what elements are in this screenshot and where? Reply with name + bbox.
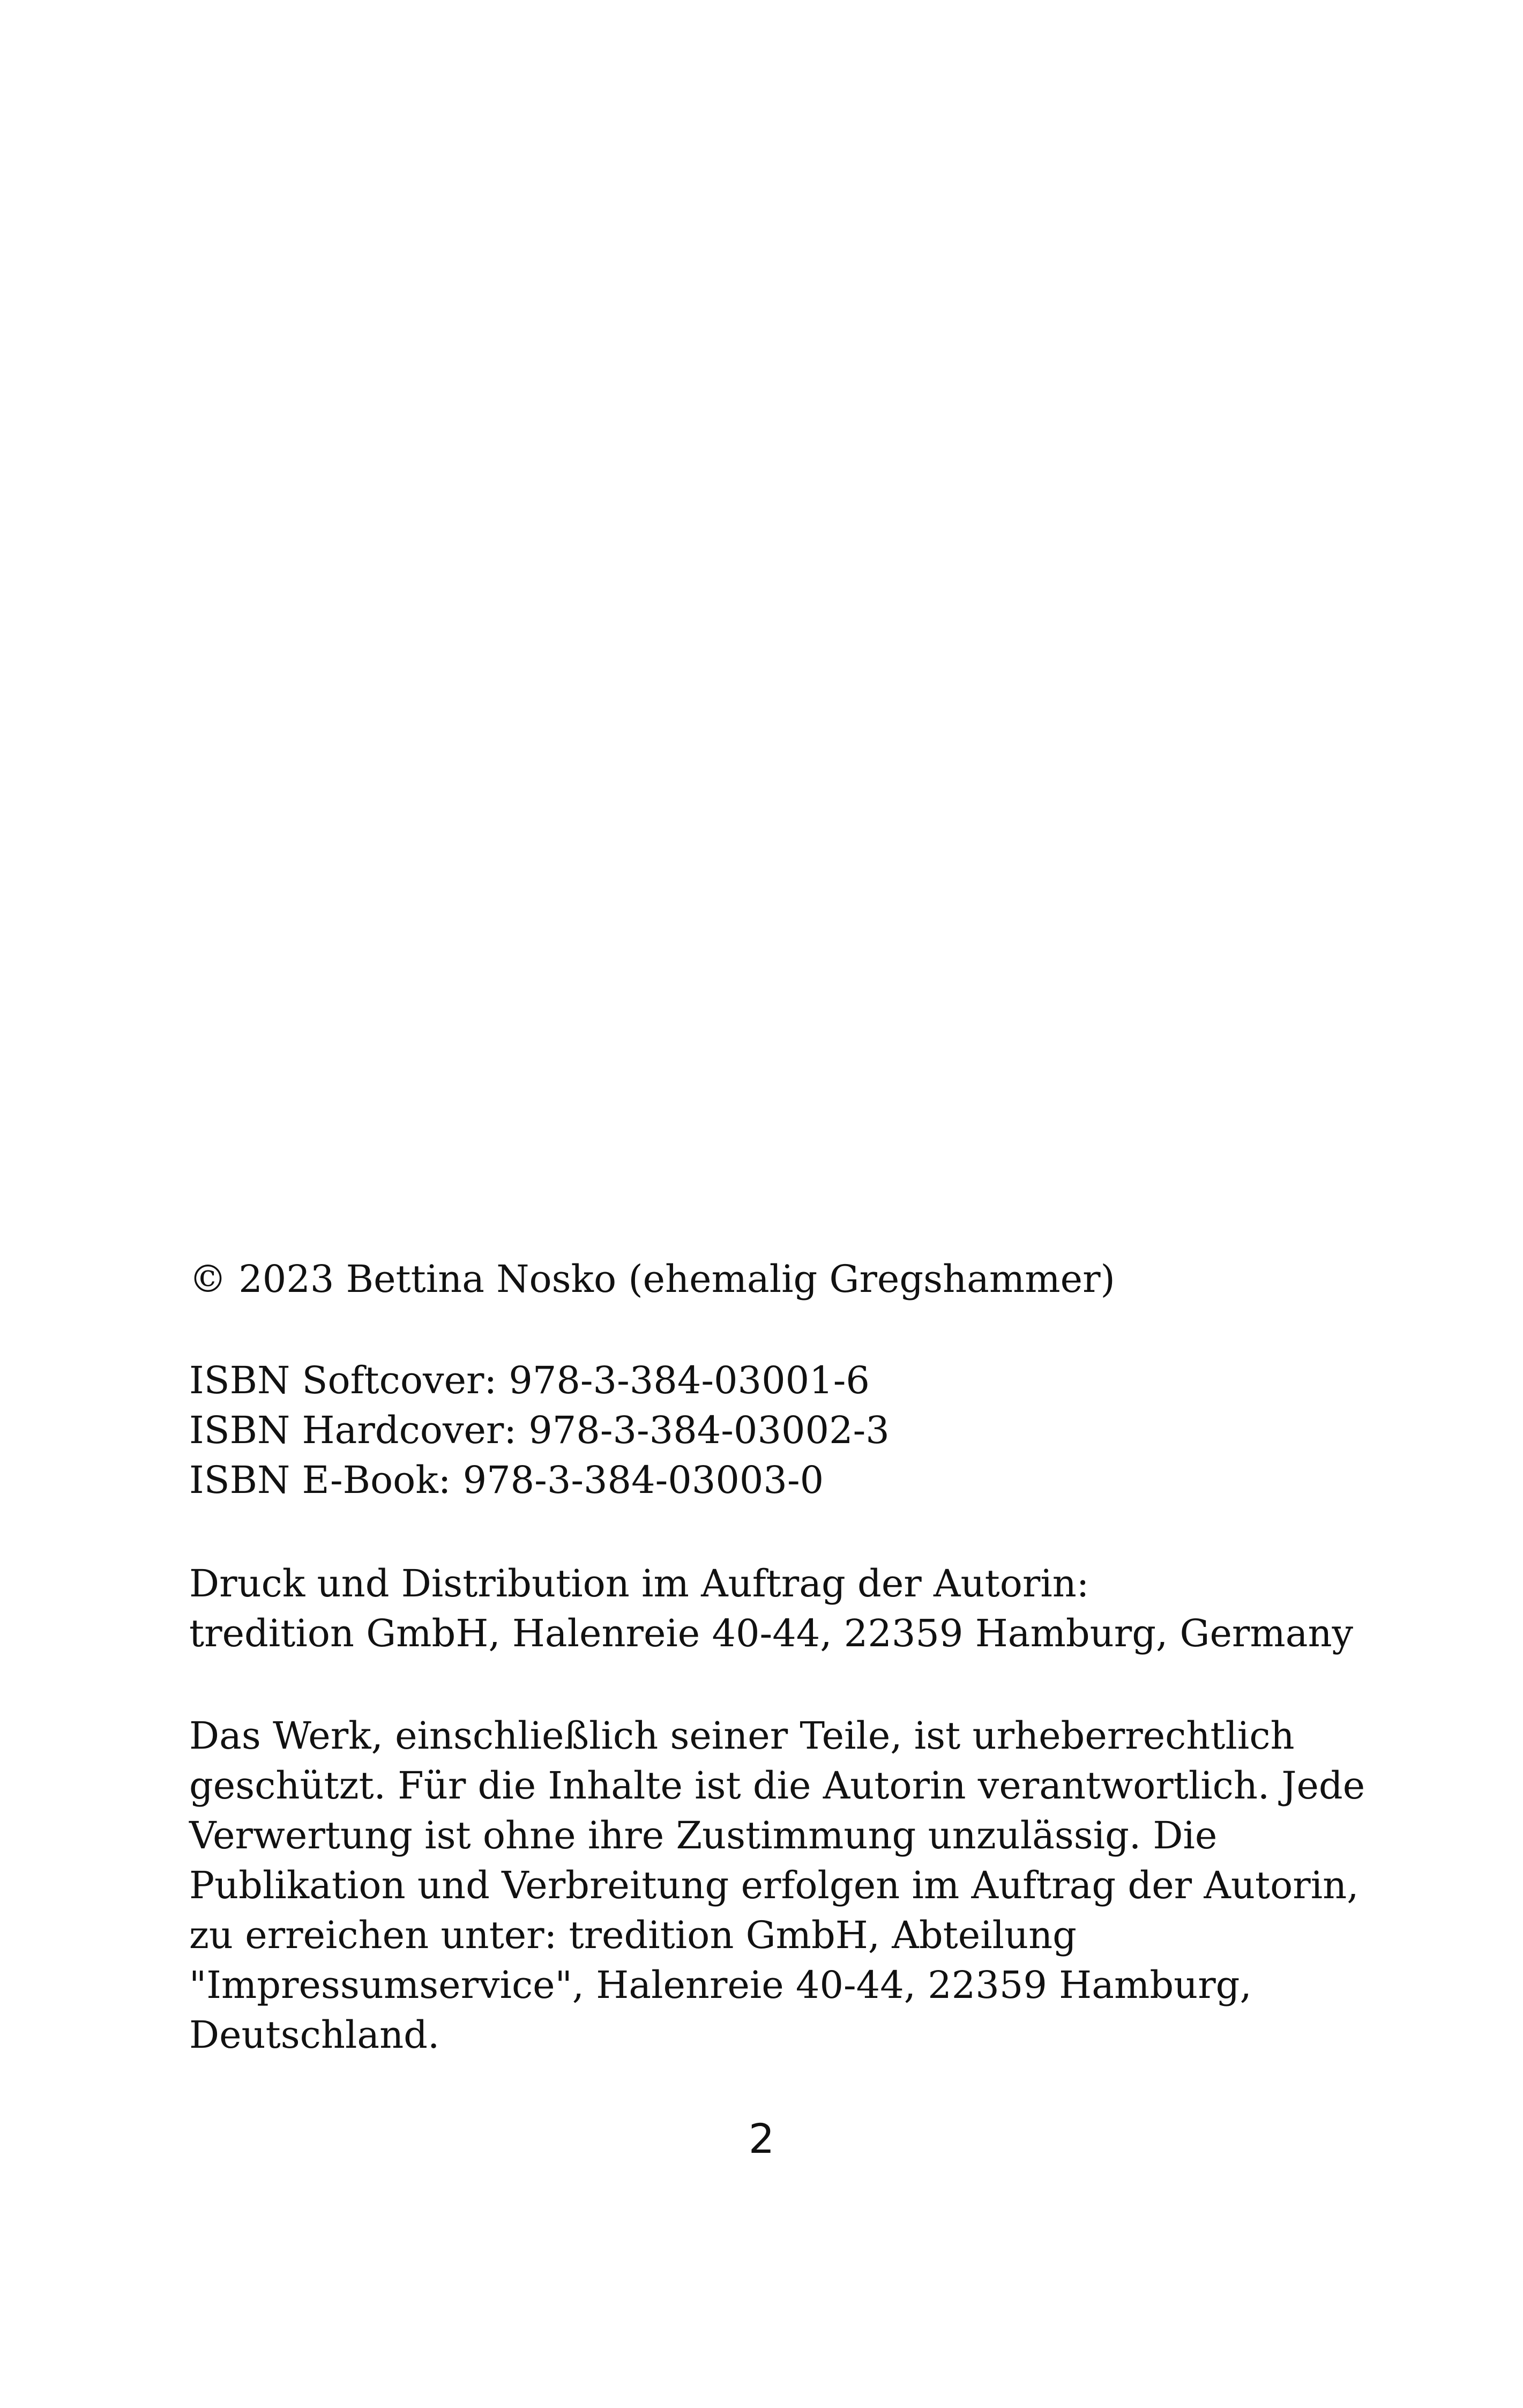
rights-notice: [189, 1711, 1365, 2060]
imprint-block: [189, 1254, 1365, 2060]
isbn-list: [189, 1356, 1347, 1505]
rights-line: Verwertung ist ohne ihre Zustimmung unzulässig. Die: [189, 1814, 1218, 1857]
publisher-address-line: tredition GmbH, Halenreie 40-44, 22359 Hamburg, Germany: [189, 1611, 1354, 1655]
isbn-softcover: ISBN Softcover: 978-3-384-03001-6: [189, 1358, 870, 1402]
isbn-ebook: ISBN E-Book: 978-3-384-03003-0: [189, 1458, 824, 1502]
copyright-line: © 2023 Bettina Nosko (ehemalig Gregshammer): [189, 1257, 1115, 1301]
isbn-hardcover: ISBN Hardcover: 978-3-384-03002-3: [189, 1408, 890, 1452]
rights-line: Deutschland.: [189, 2013, 440, 2057]
rights-line: geschützt. Für die Inhalte ist die Autorin verantwortlich. Jede: [189, 1764, 1365, 1808]
rights-line: Publikation und Verbreitung erfolgen im Auftrag der Autorin,: [189, 1863, 1359, 1907]
printing-distribution: [189, 1559, 1354, 1659]
rights-line: zu erreichen unter: tredition GmbH, Abteilung: [189, 1913, 1077, 1957]
rights-line: Das Werk, einschließlich seiner Teile, ist urheberrechtlich: [189, 1714, 1295, 1758]
page-number: 2: [748, 2115, 775, 2162]
printing-line: Druck und Distribution im Auftrag der Autorin:: [189, 1562, 1089, 1606]
rights-line: "Impressumservice", Halenreie 40-44, 22359 Hamburg,: [189, 1963, 1252, 2007]
